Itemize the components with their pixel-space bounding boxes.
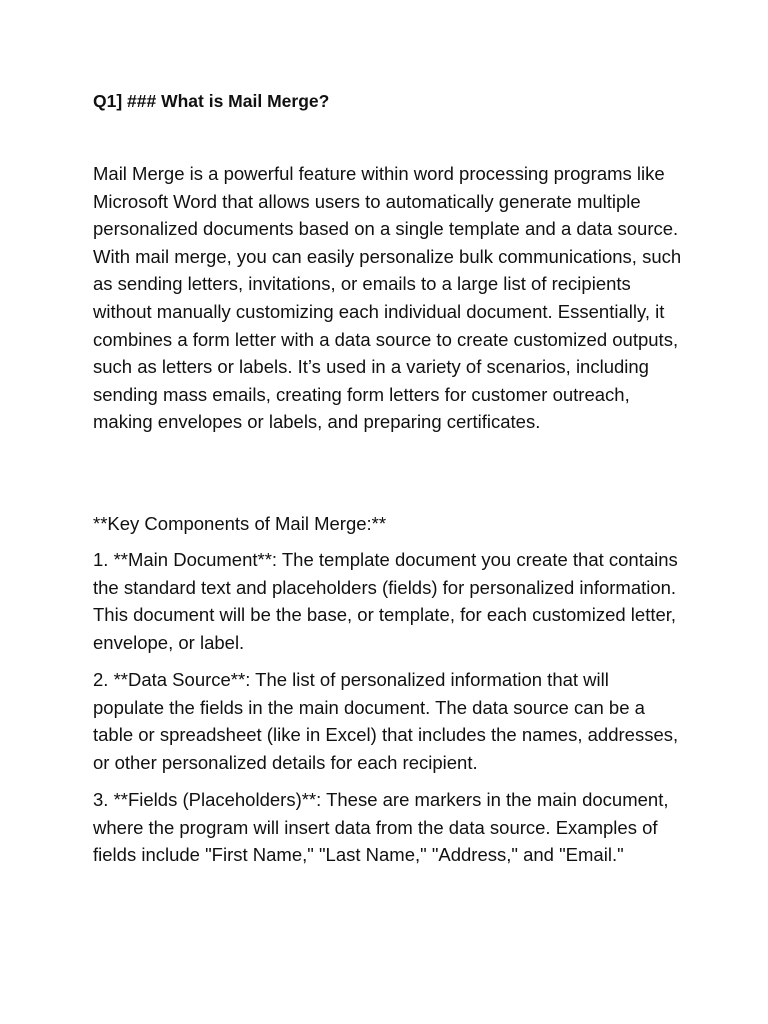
component-data-source: 2. **Data Source**: The list of personalized information that will populate the fields in the main document. The data source can be a table or spreadsheet (like in Excel) that includes the names, addresses, or other personalized details for each recipient. [93,669,679,773]
component-main-document: 1. **Main Document**: The template document you create that contains the standard text and placeholders (fields) for personalized information. This document will be the base, or template, for each customized letter, envelope, or label. [93,549,678,653]
key-components-heading: **Key Components of Mail Merge:** [93,513,387,534]
intro-paragraph: Mail Merge is a powerful feature within word processing programs like Microsoft Word that allows users to automatically generate multiple personalized documents based on a single template and a data source. With mail merge, you can easily personalize bulk communications, such as sending letters, invitations, or emails to a large list of recipients without manually customizing each individual document. Essentially, it combines a form letter with a data source to create customized outputs, such as letters or labels. It’s used in a variety of scenarios, including sending mass emails, creating form letters for customer outreach, making envelopes or labels, and preparing certificates. [93,163,682,433]
component-fields: 3. **Fields (Placeholders)**: These are markers in the main document, where the program will insert data from the data source. Examples of fields include "First Name," "Last Name," "Address," and "Email." [93,789,669,866]
question-heading: Q1] ### What is Mail Merge? [93,91,330,111]
